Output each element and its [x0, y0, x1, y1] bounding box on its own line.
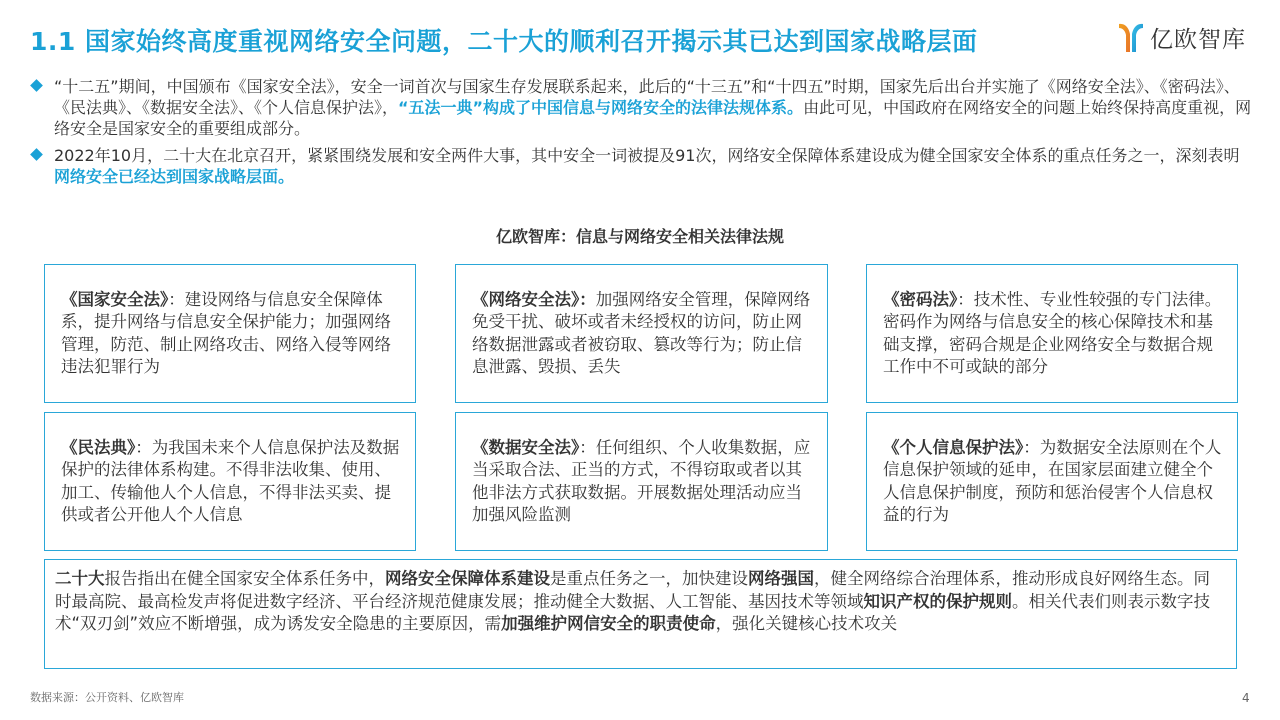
summary-box: [44, 559, 1237, 669]
law-card-national-security: [44, 264, 416, 403]
card-body: 为数据安全法原则在个人信息保护领域的延申，在国家层面建立健全个人信息保护制度，预防和惩治侵害个人信息权益的行为: [883, 437, 1222, 524]
summary-bold: 加强维护网信安全的职责使命: [501, 614, 716, 633]
brand-logo: [1116, 20, 1246, 54]
card-title: 《数据安全法》: [472, 437, 580, 457]
bullet-highlight: 网络安全已经达到国家战略层面。: [54, 167, 295, 186]
page-title: 1.1 国家始终高度重视网络安全问题，二十大的顺利召开揭示其已达到国家战略层面: [30, 27, 978, 56]
bullet-tail: 由此可见，中国政府在网络安全的问题上始终保持高度重视，网络安全是国家安全的重要组成部分。: [54, 98, 1252, 138]
law-card-civil-code: [44, 412, 416, 551]
law-card-data-security: [455, 412, 828, 551]
card-title: 《密码法》: [883, 289, 958, 309]
card-title: 《网络安全法》：: [472, 289, 596, 309]
summary-text: 报告指出在健全国家安全体系任务中，: [104, 569, 385, 588]
section-title: 亿欧智库：信息与网络安全相关法律法规: [495, 227, 784, 246]
law-card-cybersecurity: [455, 264, 828, 403]
card-title: 《民法典》: [61, 437, 136, 457]
data-source: 数据来源：公开资料、亿欧智库: [30, 691, 184, 704]
card-body: 任何组织、个人收集数据，应当采取合法、正当的方式，不得窃取或者以其他非法方式获取数据。开展数据处理活动应当加强风险监测: [472, 437, 811, 524]
summary-bold: 二十大: [55, 569, 105, 588]
summary-bold: 网络安全保障体系建设: [385, 569, 550, 588]
bullet-item: [30, 76, 1252, 139]
card-body: 加强网络安全管理，保障网络免受干扰、破坏或者未经授权的访问，防止网络数据泄露或者被窃取、篡改等行为；防止信息泄露、毁损、丢失: [472, 289, 811, 376]
card-sep: ：: [135, 437, 152, 457]
summary-bold: 网络强国: [748, 569, 814, 588]
card-sep: ：: [168, 289, 185, 309]
bullet-item: [30, 145, 1252, 187]
card-title: 《国家安全法》: [61, 289, 169, 309]
summary-bold: 知识产权的保护规则: [863, 591, 1012, 611]
page-number: 4: [1242, 691, 1250, 705]
card-sep: ：: [1023, 437, 1040, 457]
logo-text: 亿欧智库: [1150, 26, 1246, 53]
law-card-cryptography: [866, 264, 1238, 403]
yiou-logo-icon: [1116, 20, 1146, 54]
summary-text: ，强化关键核心技术攻关: [715, 614, 898, 633]
diamond-bullet-icon: [30, 79, 43, 92]
card-title: 《个人信息保护法》: [883, 437, 1024, 457]
bullet-highlight: “五法一典”构成了中国信息与网络安全的法律法规体系。: [398, 98, 804, 117]
intro-bullets: [30, 76, 1252, 193]
card-sep: ：: [957, 289, 974, 309]
law-card-personal-info: [866, 412, 1238, 551]
card-body: 技术性、专业性较强的专门法律。密码作为网络与信息安全的核心保障技术和基础支撑，密码合规是企业网络安全与数据合规工作中不可或缺的部分: [883, 289, 1222, 376]
bullet-text: “十二五”期间，中国颁布《国家安全法》，安全一词首次与国家生存发展联系起来，此后的“十三五”和“十四五”时期，国家先后出台并实施了《网络安全法》、《密码法》、《民法典》、《数据安全法》、《个人信息保护法》，: [54, 77, 1240, 117]
summary-text: 是重点任务之一，加快建设: [550, 569, 748, 588]
bullet-text: 2022年10月，二十大在北京召开，紧紧围绕发展和安全两件大事，其中安全一词被提及91次，网络安全保障体系建设成为健全国家安全体系的重点任务之一，深刻表明: [54, 146, 1240, 165]
summary-text: ，健全网络综合治理体系，推动形成良好网络生态。同时最高院、最高检发声将促进数字经济、平台经济规范健康发展；推动健全大数据、人工智能、基因技术等领域: [55, 569, 1210, 611]
card-sep: ：: [579, 437, 596, 457]
card-body: 建设网络与信息安全保障体系，提升网络与信息安全保护能力；加强网络管理，防范、制止网络攻击、网络入侵等网络违法犯罪行为: [61, 289, 391, 376]
diamond-bullet-icon: [30, 148, 43, 161]
card-body: 为我国未来个人信息保护法及数据保护的法律体系构建。不得非法收集、使用、加工、传输他人个人信息，不得非法买卖、提供或者公开他人个人信息: [61, 437, 400, 524]
summary-text: 。相关代表们则表示数字技术“双刃剑”效应不断增强，成为诱发安全隐患的主要原因，需: [55, 591, 1210, 633]
